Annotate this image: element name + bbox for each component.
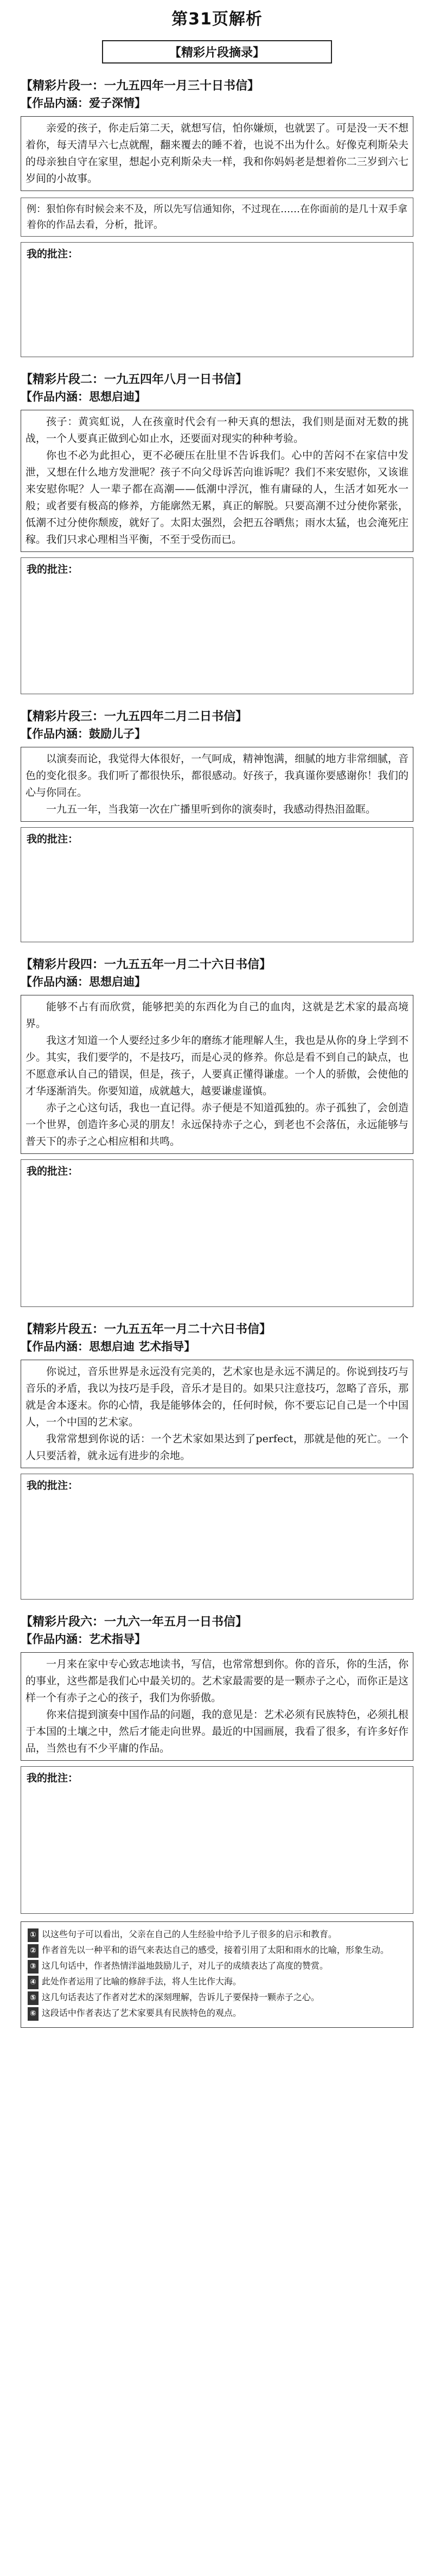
excerpt-body [21,1360,413,1468]
excerpt-paragraph: 你来信提到演奏中国作品的问题，我的意见是：艺术必须有民族特色，必须扎根于本国的土壤之中，然后才能走向世界。最近的中国画展，我看了很多，有许多好作品，当然也有不少平庸的作品。 [25,1709,409,1754]
footer-note-tag: ④ [28,1976,39,1989]
excerpt-subtitle: 【作品内涵：思想启迪】 [21,975,146,988]
excerpt-paragraph: 我这才知道一个人要经过多少年的磨练才能理解人生，我也是从你的身上学到不少。其实，我们要学的，不是技巧，而是心灵的修养。你总是看不到自己的缺点，也不愿意承认自己的错误，但是，孩子，人要真正懂得谦虚。一个人的骄傲，会使他的才华逐渐消失。你要知道，成就越大，越要谦虚谨慎。 [25,1035,409,1097]
footer-note-text: 这段话中作者表达了艺术家要具有民族特色的观点。 [41,2008,241,2018]
footer-note-tag: ③ [28,1960,39,1974]
annotation-box[interactable] [21,1766,413,1914]
footer-note-text: 此处作者运用了比喻的修辞手法，将人生比作大海。 [41,1976,241,1987]
footer-note [28,1959,406,1974]
excerpt-section [21,1320,413,1600]
excerpt-paragraph: 以演奏而论，我觉得大体很好，一气呵成，精神饱满，细腻的地方非常细腻，音色的变化很多。我们听了都很快乐，都很感动。好孩子，我真谨你要感谢你！我们的心与你同在。 [25,753,409,798]
annotation-label: 我的批注： [27,563,79,575]
excerpt-title: 【精彩片段四：一九五五年一月二十六日书信】 [21,958,272,972]
excerpt-section [21,1613,413,1914]
footer-note-text: 这几句话表达了作者对艺术的深刻理解，告诉儿子要保持一颗赤子之心。 [41,1992,320,2002]
excerpt-section [21,370,413,694]
excerpt-paragraph: 赤子之心这句话，我也一直记得。赤子便是不知道孤独的。赤子孤独了，会创造一个世界，创造许多心灵的朋友！永远保持赤子之心，到老也不会落伍，永远能够与普天下的赤子之心相应相和共鸣。 [25,1102,409,1147]
excerpt-paragraph: 亲爱的孩子，你走后第二天，就想写信，怕你嫌烦，也就罢了。可是没一天不想着你，每天清早六七点就醒，翻来覆去的睡不着，也说不出为什么。好像克利斯朵夫的母亲独自守在家里，想起小克利斯朵夫一样，我和你妈妈老是想着你二三岁到六七岁间的小故事。 [25,122,409,185]
annotation-label: 我的批注： [27,1772,79,1784]
excerpt-paragraph: 我常常想到你说的话：一个艺术家如果达到了perfect，那就是他的死亡。一个人只要活着，就永远有进步的余地。 [25,1433,409,1462]
footer-notes [21,1921,413,2028]
annotation-label: 我的批注： [27,1165,79,1177]
annotation-box[interactable] [21,1159,413,1307]
footer-note-text: 以这些句子可以看出，父亲在自己的人生经验中给予儿子很多的启示和教育。 [41,1929,337,1939]
footer-note [28,1975,406,1989]
excerpt-paragraph: 孩子：黄宾虹说，人在孩童时代会有一种天真的想法，我们则是面对无数的挑战，一个人要真正做到心如止水，还要面对现实的种种考验。 [25,416,409,445]
excerpt-subtitle: 【作品内涵：爱子深情】 [21,97,146,110]
annotation-label: 我的批注： [27,248,79,260]
excerpt-list [21,77,413,1914]
page-title: 第31页解析 [171,10,263,29]
annotation-box[interactable] [21,1474,413,1600]
footer-note-tag: ⑥ [28,2007,39,2021]
excerpt-section [21,707,413,942]
annotation-label: 我的批注： [27,833,79,845]
excerpt-paragraph: 你说过，音乐世界是永远没有完美的，艺术家也是永远不满足的。你说到技巧与音乐的矛盾，我以为技巧是手段，音乐才是目的。如果只注意技巧，忽略了音乐，那就是舍本逐末。你的心情，我是能够体会的，任何时候，你不要忘记自己是一个中国人，一个中国的艺术家。 [25,1366,409,1428]
excerpt-title: 【精彩片段三：一九五四年二月二日书信】 [21,710,248,724]
excerpt-title: 【精彩片段二：一九五四年八月一日书信】 [21,373,248,386]
annotation-box[interactable] [21,242,413,357]
page [21,0,413,2028]
footer-note [28,2006,406,2021]
excerpt-body [21,116,413,191]
excerpt-paragraph: 一九五一年，当我第一次在广播里听到你的演奏时，我感动得热泪盈眶。 [46,803,376,815]
excerpt-body [21,747,413,822]
section-heading: 【精彩片段摘录】 [102,40,332,64]
excerpt-title: 【精彩片段六：一九六一年五月一日书信】 [21,1615,248,1629]
excerpt-subtitle: 【作品内涵：思想启迪】 [21,390,146,403]
excerpt-body [21,410,413,552]
excerpt-section [21,955,413,1307]
excerpt-paragraph: 一月来在家中专心致志地读书，写信，也常常想到你。你的音乐，你的生活，你的事业，这些都是我们心中最关切的。艺术家最需要的是一颗赤子之心，而你正是这样一个有赤子之心的孩子，我们为你骄傲。 [25,1658,409,1704]
footer-note [28,1990,406,2005]
annotation-box[interactable] [21,827,413,942]
excerpt-body [21,1652,413,1761]
excerpt-paragraph: 能够不占有而欣赏，能够把美的东西化为自己的血肉，这就是艺术家的最高境界。 [25,1001,409,1030]
footer-note-text: 作者首先以一种平和的语气来表达自己的感受，接着引用了太阳和雨水的比喻，形象生动。 [41,1945,389,1955]
excerpt-subtitle: 【作品内涵：艺术指导】 [21,1633,146,1646]
example-box: 例：狠怕你有时候会来不及，所以先写信通知你，不过现在……在你面前的是几十双手拿着你的作品去看，分析，批评。 [21,198,413,237]
footer-note-tag: ⑤ [28,1991,39,2005]
excerpt-paragraph: 你也不必为此担心，更不必硬压在肚里不告诉我们。心中的苦闷不在家信中发泄，又想在什么地方发泄呢？孩子不向父母诉苦向谁诉呢？我们不来安慰你，又该谁来安慰你呢？人一辈子都在高潮——低潮中浮沉，惟有庸碌的人，生活才如死水一般；或者要有极高的修养，方能廓然无累，真正的解脱。只要高潮不过分使你紧张，低潮不过分使你颓废，就好了。太阳太强烈，会把五谷晒焦；雨水太猛，也会淹死庄稼。我们只求心理相当平衡，不至于受伤而已。 [25,449,409,545]
annotation-box[interactable] [21,557,413,694]
excerpt-body [21,995,413,1154]
footer-note [28,1943,406,1958]
footer-note-tag: ① [28,1928,39,1942]
excerpt-title: 【精彩片段一：一九五四年一月三十日书信】 [21,79,260,93]
annotation-label: 我的批注： [27,1480,79,1492]
footer-note-tag: ② [28,1944,39,1958]
excerpt-title: 【精彩片段五：一九五五年一月二十六日书信】 [21,1323,272,1336]
excerpt-section [21,77,413,357]
footer-note-text: 这几句话中，作者热情洋溢地鼓励儿子，对儿子的成绩表达了高度的赞赏。 [41,1960,328,1971]
excerpt-subtitle: 【作品内涵：思想启迪 艺术指导】 [21,1340,196,1353]
footer-note [28,1927,406,1942]
excerpt-subtitle: 【作品内涵：鼓励儿子】 [21,727,146,740]
